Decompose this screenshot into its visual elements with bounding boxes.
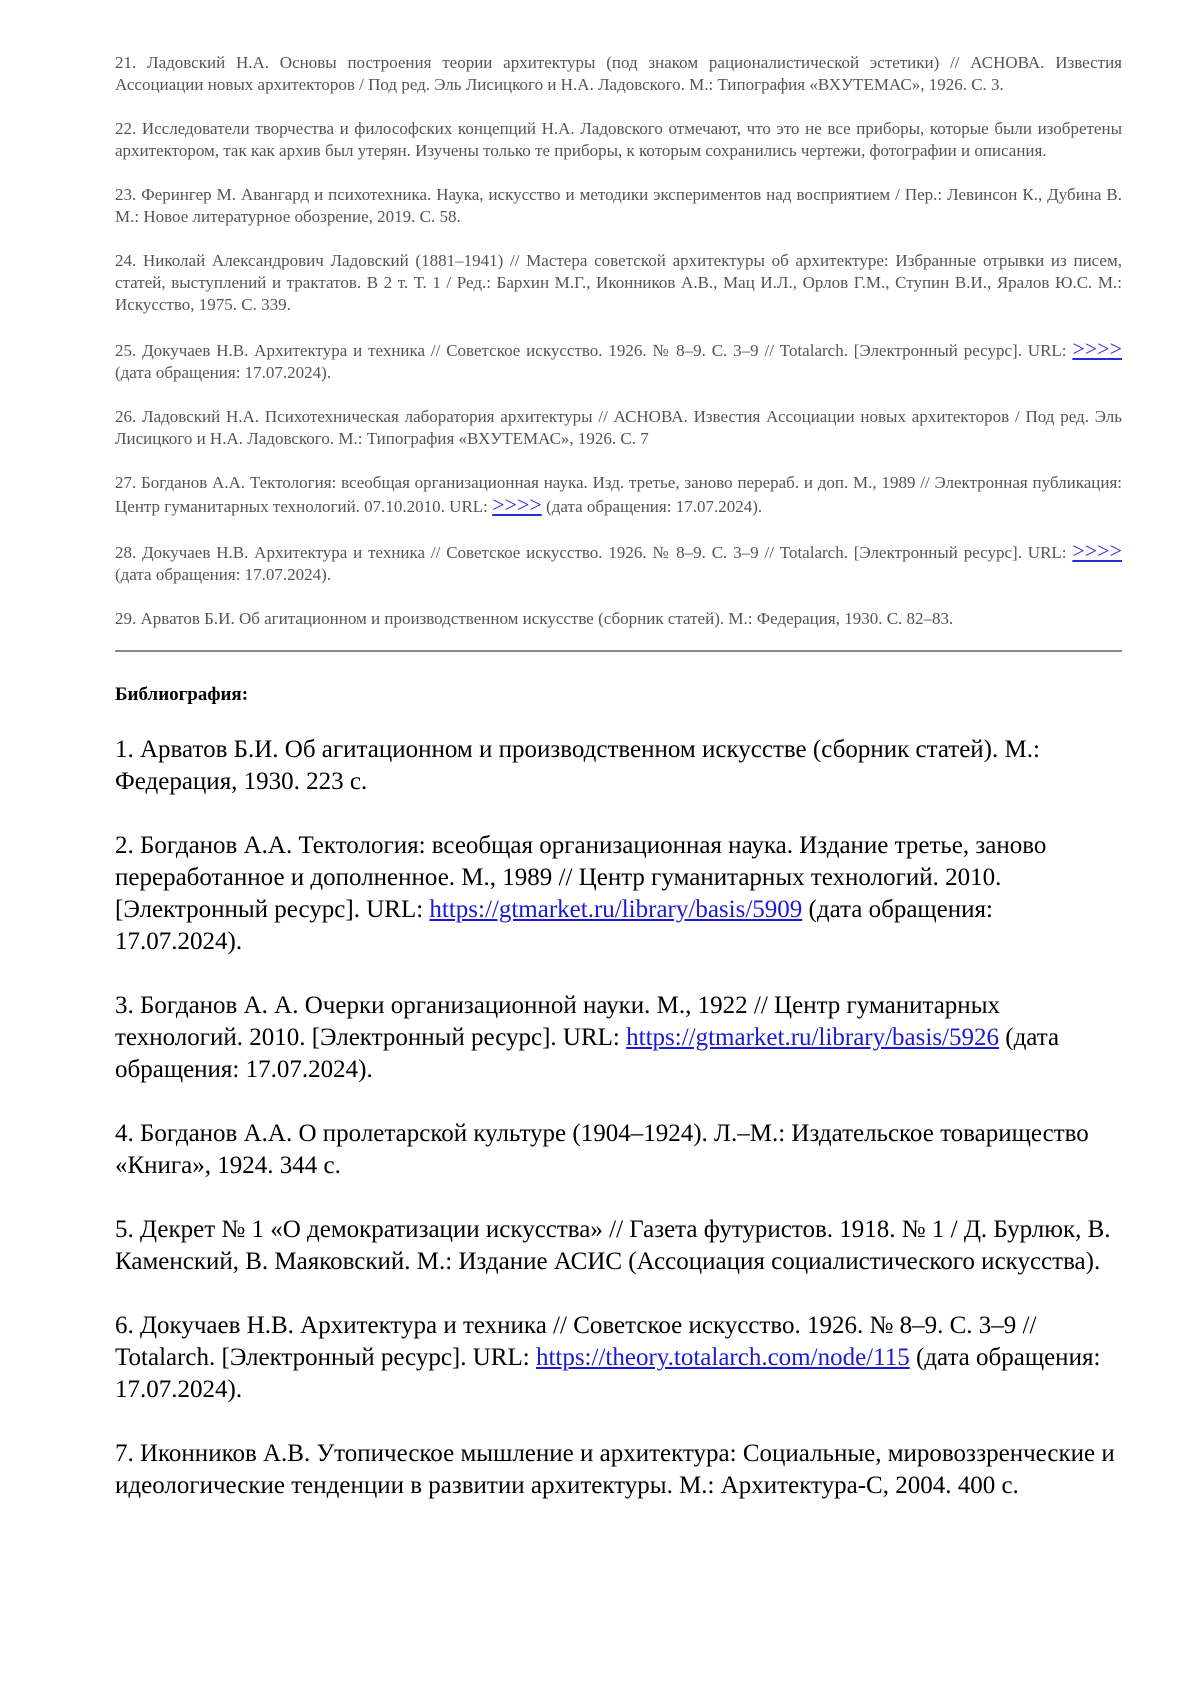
footnote-text: (дата обращения: 17.07.2024).: [541, 497, 763, 516]
document-page: [115, 52, 1122, 1534]
footnote-text: 25. Докучаев Н.В. Архитектура и техника // Советское искусство. 1926. № 8–9. С. 3–9 // Totalarch. [Электронный ресурс]. URL:: [115, 341, 1073, 360]
bibliography-heading: Библиография:: [115, 684, 249, 705]
footnote-21: 21. Ладовский Н.А. Основы построения теории архитектуры (под знаком рационалистической эстетики) // АСНОВА. Известия Ассоциации новых архитекторов / Под ред. Эль Лисицкого и Н.А. Ладовского. М.: Типография «ВХУТЕМАС», 1926. С. 3.: [115, 53, 1122, 94]
footnote-24: 24. Николай Александрович Ладовский (1881–1941) // Мастера советской архитектуры об архитектуре: Избранные отрывки из писем, статей, выступлений и трактатов. В 2 т. Т. 1 / Ред.: Бархин М.Г., Иконников А.В., Мац И.Л., Орлов Г.М., Ступин В.И., Яралов Ю.С. М.: Искусство, 1975. С. 339.: [115, 251, 1122, 314]
footnote-22: 22. Исследователи творчества и философских концепций Н.А. Ладовского отмечают, что это не все приборы, которые были изобретены архитектором, так как архив был утерян. Изучены только те приборы, к которым сохранились чертежи, фотографии и описания.: [115, 119, 1122, 160]
bibliography-list: [115, 734, 1122, 1502]
footnote-27: [115, 472, 1122, 518]
bibliography-text: (дата обращения: 17.07.2024).: [115, 896, 993, 955]
bibliography-item-1: 1. Арватов Б.И. Об агитационном и производственном искусстве (сборник статей). М.: Федерация, 1930. 223 с.: [115, 736, 1040, 795]
bibliography-item-4: 4. Богданов А.А. О пролетарской культуре (1904–1924). Л.–М.: Издательское товарищество «Книга», 1924. 344 с.: [115, 1120, 1089, 1179]
footnote-25: [115, 338, 1122, 384]
footnote-26: 26. Ладовский Н.А. Психотехническая лаборатория архитектуры // АСНОВА. Известия Ассоциации новых архитекторов / Под ред. Эль Лисицкого и Н.А. Ладовского. М.: Типография «ВХУТЕМАС», 1926. С. 7: [115, 407, 1122, 448]
bibliography-item-6: [115, 1310, 1122, 1406]
footnote-link[interactable]: >>>>: [492, 492, 542, 517]
footnote-text: (дата обращения: 17.07.2024).: [115, 363, 332, 382]
footnote-text: (дата обращения: 17.07.2024).: [115, 565, 332, 584]
bibliography-item-7: 7. Иконников А.В. Утопическое мышление и архитектура: Социальные, мировоззренческие и идеологические тенденции в развитии архитектуры. М.: Архитектура-С, 2004. 400 с.: [115, 1440, 1115, 1499]
bibliography-item-5: 5. Декрет № 1 «О демократизации искусства» // Газета футуристов. 1918. № 1 / Д. Бурлюк, В. Каменский, В. Маяковский. М.: Издание АСИС (Ассоциация социалистического искусства).: [115, 1216, 1111, 1275]
footnote-link[interactable]: >>>>: [1072, 336, 1122, 361]
bibliography-link[interactable]: https://theory.totalarch.com/node/115: [535, 1344, 910, 1371]
bibliography-link[interactable]: https://gtmarket.ru/library/basis/5909: [429, 896, 803, 923]
bibliography-text: (дата обращения: 17.07.2024).: [115, 1024, 1060, 1083]
footnote-28: [115, 540, 1122, 586]
footnote-23: 23. Ферингер М. Авангард и психотехника. Наука, искусство и методики экспериментов над восприятием / Пер.: Левинсон К., Дубина В. М.: Новое литературное обозрение, 2019. С. 58.: [115, 185, 1122, 226]
bibliography-text: 2. Богданов А.А. Тектология: всеобщая организационная наука. Издание третье, заново переработанное и дополненное. М., 1989 // Центр гуманитарных технологий. 2010. [Электронный ресурс]. URL:: [115, 832, 1047, 923]
footnotes-list: [115, 52, 1122, 630]
bibliography-item-3: [115, 990, 1122, 1086]
section-divider: [115, 650, 1122, 652]
footnote-text: 28. Докучаев Н.В. Архитектура и техника // Советское искусство. 1926. № 8–9. С. 3–9 // Totalarch. [Электронный ресурс]. URL:: [115, 543, 1073, 562]
bibliography-link[interactable]: https://gtmarket.ru/library/basis/5926: [626, 1024, 1000, 1051]
footnote-29: 29. Арватов Б.И. Об агитационном и производственном искусстве (сборник статей). М.: Федерация, 1930. С. 82–83.: [115, 609, 954, 628]
footnote-link[interactable]: >>>>: [1072, 538, 1122, 563]
footnote-text: 27. Богданов А.А. Тектология: всеобщая организационная наука. Изд. третье, заново перераб. и доп. М., 1989 // Электронная публикация: Центр гуманитарных технологий. 07.10.2010. URL:: [115, 473, 1122, 516]
bibliography-item-2: [115, 830, 1122, 958]
bibliography-text: 3. Богданов А. А. Очерки организационной науки. М., 1922 // Центр гуманитарных технологий. 2010. [Электронный ресурс]. URL:: [115, 992, 1000, 1051]
bibliography-text: 6. Докучаев Н.В. Архитектура и техника // Советское искусство. 1926. № 8–9. С. 3–9 // Totalarch. [Электронный ресурс]. URL:: [115, 1312, 1037, 1371]
bibliography-text: (дата обращения: 17.07.2024).: [115, 1344, 1101, 1403]
